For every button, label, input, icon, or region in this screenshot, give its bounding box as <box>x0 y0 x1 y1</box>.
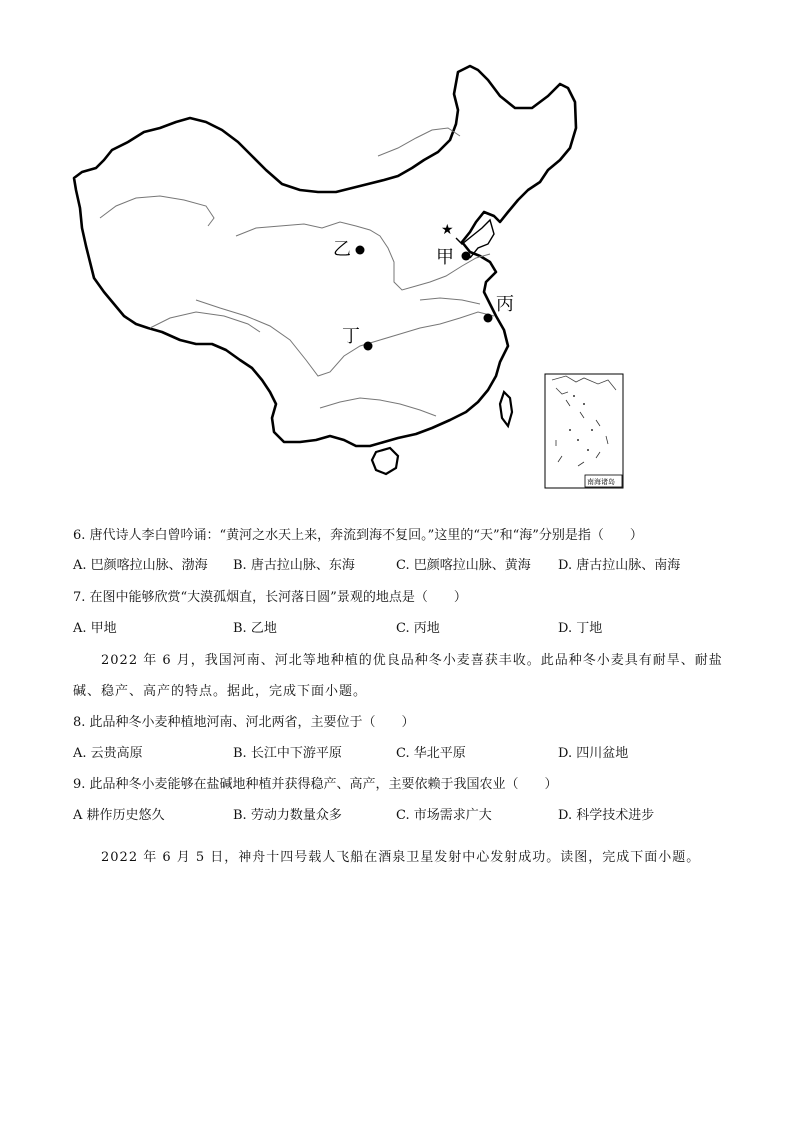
q6-option-a[interactable]: A. 巴颜喀拉山脉、渤海 <box>73 558 208 573</box>
q8-option-d[interactable]: D. 四川盆地 <box>558 746 629 761</box>
label-yi: 乙 <box>333 239 351 260</box>
china-map <box>60 60 640 500</box>
q6-option-d[interactable]: D. 唐古拉山脉、南海 <box>558 558 681 573</box>
label-ding: 丁 <box>342 326 360 347</box>
q9-option-d[interactable]: D. 科学技术进步 <box>558 808 655 823</box>
q9-stem: 9. 此品种冬小麦能够在盐碱地种植并获得稳产、高产，主要依赖于我国农业（ ） <box>73 777 558 792</box>
point-ding <box>364 342 373 351</box>
point-bing <box>484 314 493 323</box>
q8-stem: 8. 此品种冬小麦种植地河南、河北两省，主要位于（ ） <box>73 715 415 730</box>
q8-option-a[interactable]: A. 云贵高原 <box>73 746 143 761</box>
q6-options <box>73 556 733 576</box>
inset-caption: 南海诸岛 <box>587 478 615 486</box>
q9-option-a[interactable]: A 耕作历史悠久 <box>73 808 165 823</box>
q6-stem: 6. 唐代诗人李白曾吟诵：“黄河之水天上来，奔流到海不复回。”这里的“天”和“海”分别是指（ ） <box>73 528 643 543</box>
q6-option-c[interactable]: C. 巴颜喀拉山脉、黄海 <box>396 558 531 573</box>
point-yi <box>356 246 365 255</box>
q9-options <box>73 806 733 826</box>
q7-option-a[interactable]: A. 甲地 <box>73 621 117 636</box>
q7-option-b[interactable]: B. 乙地 <box>233 621 277 636</box>
pearl-river <box>320 398 436 416</box>
label-jia: 甲 <box>436 247 454 268</box>
q9-option-b[interactable]: B. 劳动力数量众多 <box>233 808 342 823</box>
q7-option-d[interactable]: D. 丁地 <box>558 621 603 636</box>
south-china-sea-inset <box>545 374 623 488</box>
q8-options <box>73 744 733 764</box>
china-border <box>74 66 576 446</box>
tarim-river <box>100 196 214 226</box>
beijing-star: ★ <box>441 222 454 238</box>
intro-paragraph-shenzhou: 2022 年 6 月 5 日，神舟十四号载人飞船在酒泉卫星发射中心发射成功。读图，完成下面小题。 <box>101 850 701 865</box>
label-bing: 丙 <box>496 294 514 315</box>
point-jia <box>462 252 471 261</box>
intro-paragraph-wheat: 2022 年 6 月，我国河南、河北等地种植的优良品种冬小麦喜获丰收。此品种冬小麦具有耐旱、耐盐碱、稳产、高产的特点。据此，完成下面小题。 <box>73 653 723 699</box>
q8-option-b[interactable]: B. 长江中下游平原 <box>233 746 342 761</box>
q7-stem: 7. 在图中能够欣赏“大漠孤烟直，长河落日圆”景观的地点是（ ） <box>73 590 467 605</box>
q7-options <box>73 619 733 639</box>
q9-option-c[interactable]: C. 市场需求广大 <box>396 808 492 823</box>
q6-option-b[interactable]: B. 唐古拉山脉、东海 <box>233 558 355 573</box>
q7-option-c[interactable]: C. 丙地 <box>396 621 440 636</box>
taiwan-island <box>500 392 512 426</box>
q8-option-c[interactable]: C. 华北平原 <box>396 746 466 761</box>
hainan-island <box>372 448 398 474</box>
huaihe <box>420 298 480 304</box>
